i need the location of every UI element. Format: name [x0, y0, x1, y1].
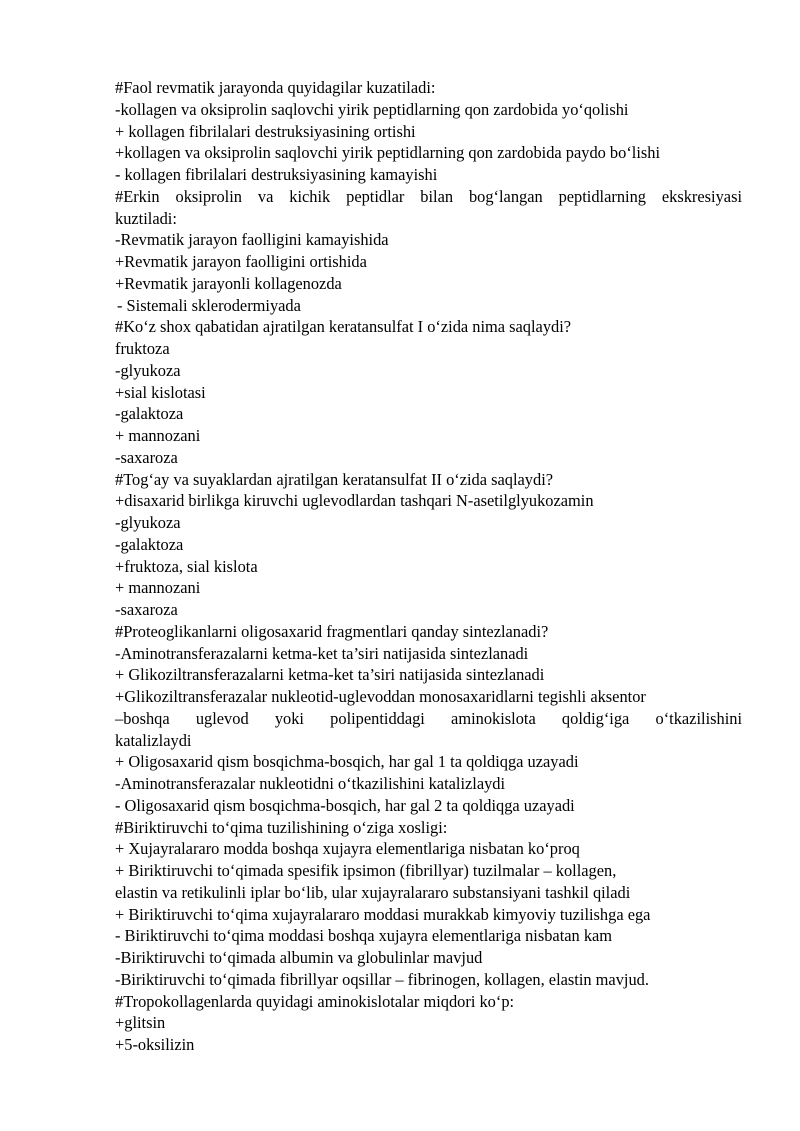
answer-option-continued: katalizlaydi	[115, 730, 192, 750]
answer-option: -galaktoza	[115, 404, 184, 424]
answer-option: -saxaroza	[115, 600, 178, 619]
question-heading-continued: kuztiladi:	[115, 208, 177, 228]
answer-option: - kollagen fibrilalari destruksiyasining kamayishi	[115, 165, 438, 184]
answer-option: -Revmatik jarayon faolligini kamayishida	[115, 230, 389, 250]
answer-option: -Aminotransferazalar nukleotidni o‘tkazilishini katalizlaydi	[115, 774, 506, 793]
answer-option: -glyukoza	[115, 360, 181, 380]
answer-option: -Biriktiruvchi to‘qimada fibrillyar oqsillar – fibrinogen, kollagen, elastin mavjud.	[115, 969, 649, 989]
answer-option: + mannozani	[115, 578, 201, 598]
answer-option: +sial kislotasi	[115, 382, 206, 402]
question-heading: #Tropokollagenlarda quyidagi aminokislotalar miqdori ko‘p:	[115, 991, 515, 1011]
question-heading: #Proteoglikanlarni oligosaxarid fragmentlari qanday sintezlanadi?	[115, 621, 549, 641]
answer-option: +disaxarid birlikga kiruvchi uglevodlardan tashqari N-asetilglyukozamin	[115, 491, 594, 511]
answer-option-continued: elastin va retikulinli iplar bo‘lib, ular xujayralararo substansiyani tashkil qiladi	[115, 882, 631, 902]
answer-option: fruktoza	[115, 339, 170, 358]
answer-option-continued: –boshqa uglevod yoki polipentiddagi aminokislota qoldig‘iga o‘tkazilishini	[115, 708, 742, 728]
question-heading: #Faol revmatik jarayonda quyidagilar kuzatiladi:	[115, 78, 436, 97]
answer-option: + Biriktiruvchi to‘qimada spesifik ipsimon (fibrillyar) tuzilmalar – kollagen,	[115, 861, 617, 880]
answer-option: - Sistemali sklerodermiyada	[117, 295, 301, 315]
answer-option: -Biriktiruvchi to‘qimada albumin va globulinlar mavjud	[115, 948, 483, 967]
answer-option: -saxaroza	[115, 447, 178, 467]
answer-option: +Revmatik jarayonli kollagenozda	[115, 273, 342, 293]
answer-option: +Revmatik jarayon faolligini ortishida	[115, 252, 367, 271]
answer-option: + Glikoziltransferazalarni ketma-ket ta’siri natijasida sintezlanadi	[115, 665, 545, 685]
document-page	[115, 77, 742, 1056]
answer-option: +Glikoziltransferazalar nukleotid-uglevoddan monosaxaridlarni tegishli aksentor	[115, 687, 646, 706]
answer-option: +fruktoza, sial kislota	[115, 556, 258, 576]
question-heading: #Biriktiruvchi to‘qima tuzilishining o‘ziga xosligi:	[115, 817, 448, 837]
answer-option: + Oligosaxarid qism bosqichma-bosqich, har gal 1 ta qoldiqga uzayadi	[115, 752, 579, 772]
answer-option: +kollagen va oksiprolin saqlovchi yirik peptidlarning qon zardobida paydo bo‘lishi	[115, 143, 661, 163]
answer-option: + kollagen fibrilalari destruksiyasining ortishi	[115, 121, 416, 141]
question-heading: #Erkin oksiprolin va kichik peptidlar bilan bog‘langan peptidlarning ekskresiyasi	[115, 186, 742, 206]
answer-option: + mannozani	[115, 426, 201, 445]
answer-option: - Oligosaxarid qism bosqichma-bosqich, har gal 2 ta qoldiqga uzayadi	[115, 795, 575, 815]
answer-option: - Biriktiruvchi to‘qima moddasi boshqa xujayra elementlariga nisbatan kam	[115, 926, 613, 946]
question-heading: #Ko‘z shox qabatidan ajratilgan keratansulfat I o‘zida nima saqlaydi?	[115, 317, 572, 337]
answer-option: -galaktoza	[115, 534, 184, 554]
answer-option: + Biriktiruvchi to‘qima xujayralararo moddasi murakkab kimyoviy tuzilishga ega	[115, 904, 651, 924]
answer-option: +5-oksilizin	[115, 1035, 195, 1054]
answer-option: -glyukoza	[115, 513, 181, 532]
answer-option: -kollagen va oksiprolin saqlovchi yirik peptidlarning qon zardobida yo‘qolishi	[115, 99, 629, 119]
question-heading: #Tog‘ay va suyaklardan ajratilgan keratansulfat II o‘zida saqlaydi?	[115, 469, 554, 489]
answer-option: +glitsin	[115, 1013, 166, 1033]
answer-option: + Xujayralararo modda boshqa xujayra elementlariga nisbatan ko‘proq	[115, 839, 580, 859]
answer-option: -Aminotransferazalarni ketma-ket ta’siri natijasida sintezlanadi	[115, 643, 529, 663]
